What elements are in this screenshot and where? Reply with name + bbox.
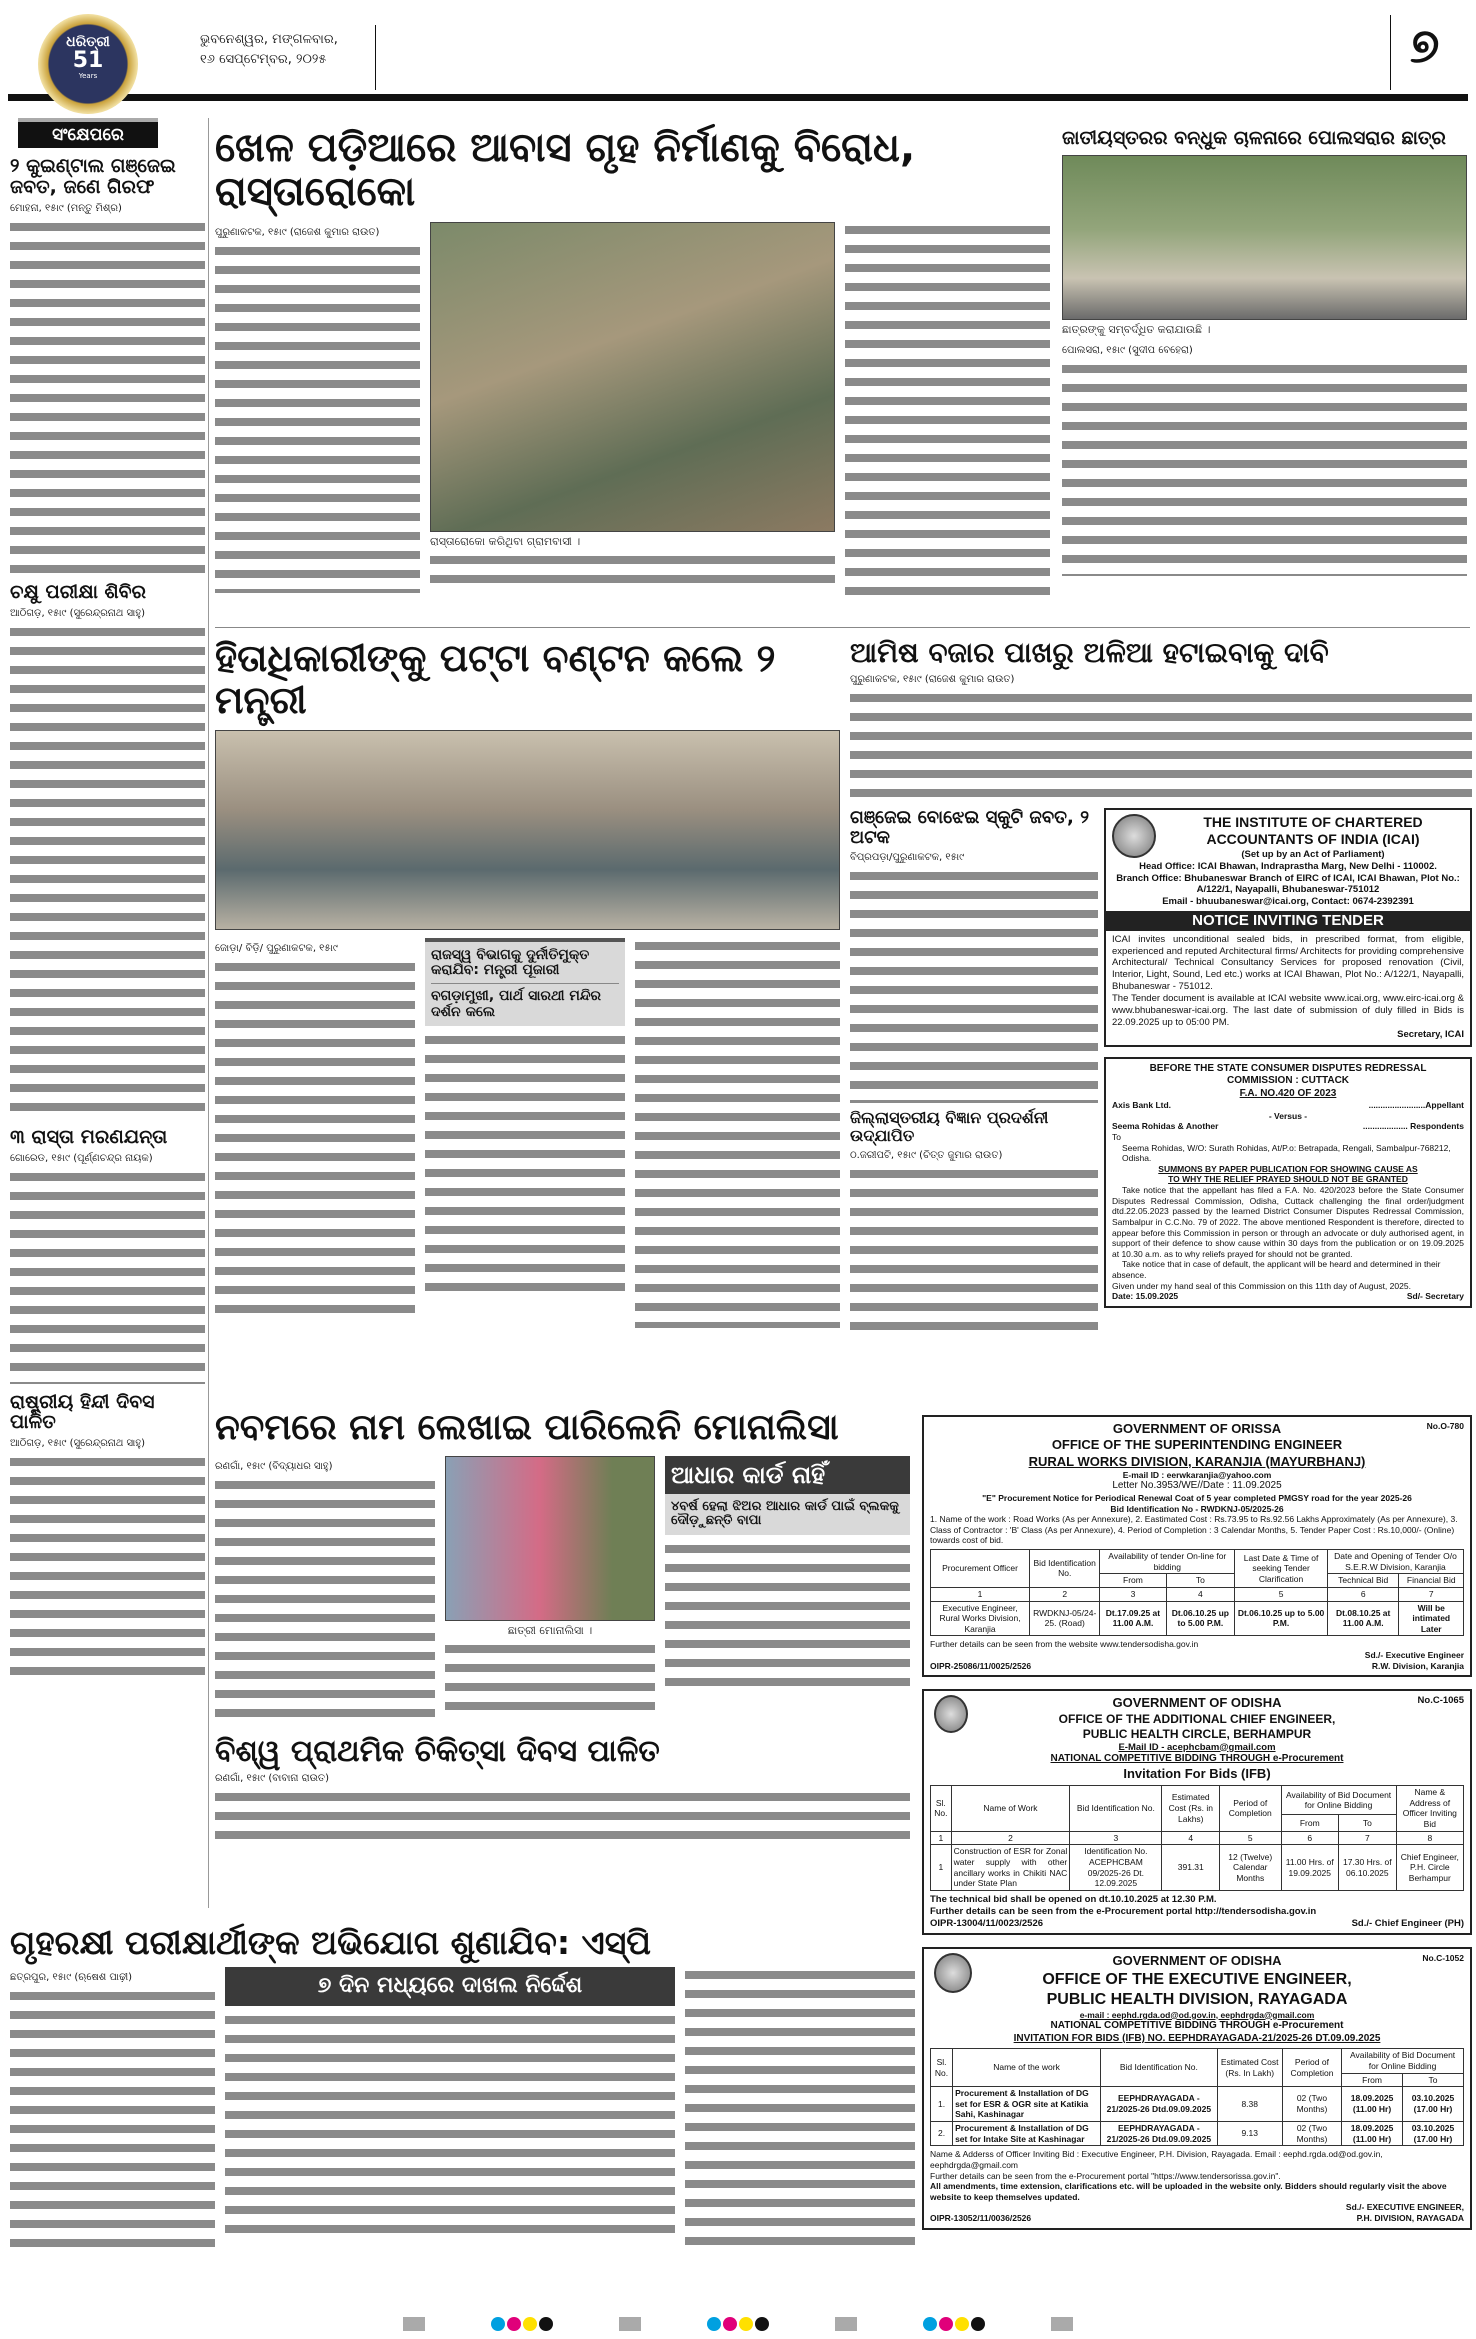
highlight-item: ରାଜସ୍ୱ ବିଭାଗକୁ ଦୁର୍ନୀତିମୁକ୍ତ କରାଯିବ: ମନ୍ତ୍ରୀ ପୂଜାରୀ xyxy=(431,948,619,985)
monalisa-photo-caption: ଛାତ୍ରୀ ମୋନାଲିସା । xyxy=(507,1623,593,1637)
cmyk-dots xyxy=(706,2316,770,2335)
monalisa-section xyxy=(215,1408,910,1849)
homeguard-body xyxy=(10,1988,215,2253)
monalisa-photo xyxy=(445,1456,655,1621)
icai-logo xyxy=(1112,814,1156,858)
shooting-story xyxy=(1062,128,1467,576)
lead-story xyxy=(215,126,1055,602)
shooting-photo xyxy=(1062,155,1467,320)
phd-table: Sl. No. Name of the work Bid Identification No. Estimated Cost (Rs. In Lakh) Period of Completion Availability of Bid Document for Online Bidding From To 1. Procurement & Installation of DG set for ESR & OGR site at Katikia Sahi, Kashinagar EEPHDRAYAGADA - 21/2025-26 Dtd.09.09.2025 8.38 02 (Two Months) 18.09.2025 (11.00 Hr) 03.10.2025 (17.00 Hr) 2. Procurement & Installation of DG set for Intake Site at Kashinagar EEPHDRAYAGADA - 21/2025-26 Dtd.09.09.2025 9.13 02 (Two Months) 18.09.2025 (11.00 Hr) 03.10.2025 (17.00 Hr) xyxy=(930,2048,1464,2146)
minister-headline: ହିତାଧିକାରୀଙ୍କୁ ପଟ୍ଟା ବଣ୍ଟନ କଲେ ୨ ମନ୍ତ୍ରୀ xyxy=(215,636,776,722)
market-dateline: ପୁରୁଣାକଟକ, ୧୫ା୯ (ରାଜେଶ କୁମାର ରାଉତ) xyxy=(850,673,1015,685)
science-body xyxy=(850,1166,1098,1336)
cmyk-dots xyxy=(922,2316,986,2335)
divider xyxy=(1390,15,1391,90)
rwd-table: Procurement Officer Bid Identification No. Availability of tender On-line for bidding Last Date & Time of seeking Tender Clarification Date and Opening of Tender O/o S.E.R.W Division, Karanjia From To Technical Bid Financial Bid 1 2 3 4 5 6 7 Executive Engineer, Rural Works Division, Karanjia RWDKNJ-05/24-25. (Road) Dt.17.09.25 at 11.00 A.M. Dt.06.10.25 up to 5.00 P.M. Dt.06.10.25 up to 5.00 P.M. Dt.08.10.25 at 11.00 A.M. Will be intimated Later xyxy=(930,1549,1464,1636)
shooting-body xyxy=(1062,361,1467,576)
minister-body xyxy=(635,938,840,1328)
brief-headline: ରାଷ୍ଟ୍ରୀୟ ହିନ୍ଦୀ ଦିବସ ପାଳିତ xyxy=(10,1390,155,1434)
highlight-item: ବଗଡ଼ାମୁଖୀ, ପାର୍ଥ ସାରଥୀ ମନ୍ଦିର ଦର୍ଶନ କଲେ xyxy=(431,988,602,1020)
brief-body xyxy=(10,219,205,574)
homeguard-dateline: ଛତ୍ରପୁର, ୧୫ା୯ (ଋଷେଶ ପାଢ଼ୀ) xyxy=(10,1972,133,1984)
homeguard-box: ୭ ଦିନ ମଧ୍ୟରେ ଦାଖଲ ନିର୍ଦ୍ଦେଶ xyxy=(225,1967,675,2005)
shooting-headline: ଜାତୀୟସ୍ତରର ବନ୍ଧୁକ ଚାଳନାରେ ପୋଲସରାର ଛାତ୍ର xyxy=(1062,127,1446,149)
lead-body xyxy=(215,243,420,593)
dateline: ଭୁବନେଶ୍ୱର, ମଙ୍ଗଳବାର, ୧୬ ସେପ୍ଟେମ୍ବର, ୨୦୨୫ xyxy=(200,32,338,67)
firstaid-dateline: ରଣଗାଁ, ୧୫ା୯ (ବାବାନା ରାଉତ) xyxy=(215,1772,329,1784)
lead-photo-caption: ରାସ୍ତାରୋକୋ କରିଥିବା ଗ୍ରାମବାସୀ । xyxy=(430,535,581,548)
homeguard-headline: ଗୃହରକ୍ଷୀ ପରୀକ୍ଷାର୍ଥୀଙ୍କ ଅଭିଯୋଗ ଶୁଣାଯିବ: ଏସ୍‌ପି xyxy=(10,1923,651,1962)
rwd-karanjia-tender: GOVERNMENT OF ORISSA OFFICE OF THE SUPERINTENDING ENGINEER RURAL WORKS DIVISION, KARANJIA (MAYURBHANJ) No.O-780 E-mail ID : eerwkaranjia@yahoo.com Letter No.3953/WE//Date : 11.09.2025 "E" Procurement Notice for Periodical Renewal Coat of 5 year completed PMGSY road for the year 2025-26 Bid Identification No - RWDKNJ-05/2025-26 1. Name of the work : Road Works (As per Annexure), 2. Eastimated Cost : Rs.73.95 to Rs.92.56 Lakhs Approximately (As per Annexure), 3. Class of Contractor : 'B' Class (As per Annexure), 4. Period of Completion : 3 Calendar Months, 5. Tender Paper Cost : Rs.10,000/- (Online) towards cost of bid. Procurement Officer Bid Identification No. Availability of tender On-line for bidding Last Date & Time of seeking Tender Clarification Date and Opening of Tender O/o S.E.R.W Division, Karanjia From To Technical Bid Financial Bid 1 2 3 4 5 6 7 Executive Engineer, Rural Works Division, Karanjia RWDKNJ-05/24-25. (Road) Dt.17.09.25 at 11.00 A.M. Dt.06.10.25 up to 5.00 P.M. Dt.06.10.25 up to 5.00 P.M. Dt.08.10.25 at 11.00 A.M. Will be intimated Later Further details can be seen from the website www.tendersodisha.gov.in OIPR-25086/11/0025/2526 Sd./- Executive Engineer R.W. Division, Karanjia xyxy=(922,1415,1472,1677)
tender-ads-column xyxy=(922,1415,1472,2230)
monalisa-body xyxy=(665,1541,910,1691)
lead-photo xyxy=(430,222,835,532)
market-headline: ଆମିଷ ବଜାର ପାଖରୁ ଅଳିଆ ହଟାଇବାକୁ ଦାବି xyxy=(850,636,1329,669)
minister-photo xyxy=(215,730,840,930)
brief-column xyxy=(10,118,205,1684)
firstaid-headline: ବିଶ୍ୱ ପ୍ରାଥମିକ ଚିକିତ୍ସା ଦିବସ ପାଳିତ xyxy=(215,1733,660,1769)
notice-number: No.O-780 xyxy=(1426,1421,1464,1431)
odisha-emblem xyxy=(934,1695,968,1733)
lead-body xyxy=(430,552,835,592)
logo: ଧରିତ୍ରୀ 51 Years xyxy=(38,14,138,114)
homeguard-story xyxy=(10,1925,915,2253)
tender-banner: NOTICE INVITING TENDER xyxy=(1106,911,1470,931)
scooty-body xyxy=(850,868,1098,1103)
firstaid-body xyxy=(215,1789,910,1849)
gray-block xyxy=(619,2317,641,2331)
brief-body xyxy=(10,1169,205,1384)
shooting-dateline: ପୋଲସରା, ୧୫ା୯ (ସୁଦୀପ ବେହେରା) xyxy=(1062,345,1193,357)
gray-block xyxy=(403,2317,425,2331)
phc-berhampur-tender: GOVERNMENT OF ODISHA OFFICE OF THE ADDITIONAL CHIEF ENGINEER, PUBLIC HEALTH CIRCLE, BERHAMPUR No.C-1065 E-Mail ID - acephcbam@gmail.com NATIONAL COMPETITIVE BIDDING THROUGH e-Procurement Invitation For Bids (IFB) Sl. No. Name of Work Bid Identification No. Estimated Cost (Rs. in Lakhs) Period of Completion Availability of Bid Document for Online Bidding Name & Address of Officer Inviting Bid From To 1 2 3 4 5 6 7 8 1 Construction of ESR for Zonal water supply with other ancillary works in Chikiti NAC under State Plan Identification No. ACEPHCBAM 09/2025-26 Dt. 12.09.2025 391.31 12 (Twelve) Calendar Months 11.00 Hrs. of 19.09.2025 17.30 Hrs. of 06.10.2025 Chief Engineer, P.H. Circle Berhampur The technical bid shall be opened on dt.10.10.2025 at 12.30 P.M. Further details can be seen from the e-Procurement portal http://tendersodisha.gov.in OIPR-13004/11/0023/2526 Sd./- Chief Engineer (PH) xyxy=(922,1689,1472,1935)
market-body xyxy=(850,690,1472,800)
gray-block xyxy=(1051,2317,1073,2331)
brief-dateline: ଆଠିଗଡ଼, ୧୫ା୯ (ସୁରେନ୍ଦ୍ରନାଥ ସାହୁ) xyxy=(10,1438,146,1450)
brief-body xyxy=(10,1454,205,1684)
brief-headline: ୩ ରାସ୍ତା ମରଣଯନ୍ତା xyxy=(10,1125,168,1148)
market-section xyxy=(850,638,1472,1336)
brief-body xyxy=(10,624,205,1119)
print-registration-strip xyxy=(0,2316,1476,2336)
notice-number: No.C-1065 xyxy=(1417,1695,1464,1707)
scooty-headline: ଗଞ୍ଜେଇ ବୋଝେଇ ସ୍କୁଟି ଜବତ, ୨ ଅଟକ xyxy=(850,806,1090,848)
icai-tender-ad: THE INSTITUTE OF CHARTERED ACCOUNTANTS OF INDIA (ICAI) (Set up by an Act of Parliament) Head Office: ICAI Bhawan, Indraprastha Marg, New Delhi - 110002. Branch Office: Bhubaneswar Branch of EIRC of ICAI, ICAI Bhawan, Plot No.: A/122/1, Nayapalli, Bhubaneswar-751012 Email - bhuubaneswar@icai.org, Contact: 0674-2392391 NOTICE INVITING TENDER ICAI invites unconditional sealed bids, in prescribed format, from eligible, experienced and reputed Architectural firms/ Architects for providing comprehensive Architectural/ Technical Consultancy Services for proposed renovation (Civil, Interior, Light, Sound, Led etc.) works at ICAI Bhawan, Plot No.: A/122/1, Nayapalli, Bhubaneswar - 751012. The Tender document is available at ICAI website www.icai.org, www.eirc-icai.org & www.bhubaneswar-icai.org. The last date of submission of duly filled in Bids is 22.09.2025 up to 05:00 PM. Secretary, ICAI xyxy=(1104,808,1472,1047)
brief-headline: ୨ କୁଇଣ୍ଟାଲ ଗଞ୍ଜେଇ ଜବତ, ଜଣେ ଗିରଫ xyxy=(10,155,176,198)
monalisa-headline: ନବମରେ ନାମ ଲେଖାଇ ପାରିଲେନି ମୋନାଲିସା xyxy=(215,1407,839,1448)
scooty-dateline: ବିପ୍ରପଡ଼ା/ପୁରୁଣାକଟକ, ୧୫ା୯ xyxy=(850,852,965,864)
lead-body xyxy=(845,222,1050,602)
column-divider xyxy=(208,118,209,1908)
phd-rayagada-tender: GOVERNMENT OF ODISHA OFFICE OF THE EXECUTIVE ENGINEER, PUBLIC HEALTH DIVISION, RAYAGADA No.C-1052 e-mail : eephd.rgda.od@od.gov.in, eephdrgda@gmail.com NATIONAL COMPETITIVE BIDDING THROUGH e-Procurement INVITATION FOR BIDS (IFB) NO. EEPHDRAYAGADA-21/2025-26 DT.09.09.2025 Sl. No. Name of the work Bid Identification No. Estimated Cost (Rs. In Lakh) Period of Completion Availability of Bid Document for Online Bidding From To 1. Procurement & Installation of DG set for ESR & OGR site at Katikia Sahi, Kashinagar EEPHDRAYAGADA - 21/2025-26 Dtd.09.09.2025 8.38 02 (Two Months) 18.09.2025 (11.00 Hr) 03.10.2025 (17.00 Hr) 2. Procurement & Installation of DG set for Intake Site at Kashinagar EEPHDRAYAGADA - 21/2025-26 Dtd.09.09.2025 9.13 02 (Two Months) 18.09.2025 (11.00 Hr) 03.10.2025 (17.00 Hr) Name & Adderss of Officer Inviting Bid : Executive Engineer, P.H. Division, Rayagada. Email : eephd.rgda.od@od.gov.in, eephdrgda@gmail.com Further details can be seen from the e-Procurement portal "https://www.tendersorissa.gov.in". All amendments, time extension, clarifications etc. will be uploaded in the website only. Bidders should regularly visit the above website to keep themselves updated. OIPR-13052/11/0036/2526 Sd./- EXECUTIVE ENGINEER, P.H. DIVISION, RAYAGADA xyxy=(922,1947,1472,2229)
monalisa-body xyxy=(215,1477,435,1727)
monalisa-dateline: ରଣଗାଁ, ୧୫ା୯ (ବିଦ୍ୟାଧର ସାହୁ) xyxy=(215,1460,333,1472)
section-label: ସଂକ୍ଷେପରେ xyxy=(18,118,158,148)
brief-dateline: ମୋହନା, ୧୫ା୯ (ମନ୍ତୁ ମିଶ୍ର) xyxy=(10,202,122,214)
minister-body xyxy=(425,1032,625,1292)
masthead xyxy=(0,0,1476,105)
monalisa-body xyxy=(445,1641,655,1716)
minister-highlight-box xyxy=(425,938,625,1027)
lead-headline: ଖେଳ ପଡ଼ିଆରେ ଆବାସ ଗୃହ ନିର୍ମାଣକୁ ବିରୋଧ, ରାସ୍ତାରୋକୋ xyxy=(215,125,916,215)
science-dateline: ଠ.ଜରୀପଟି, ୧୫ା୯ (ଚିତ୍ତ ଜୁମାର ରାଉତ) xyxy=(850,1149,1003,1161)
section-rule xyxy=(215,627,1470,628)
homeguard-body xyxy=(685,1967,915,2252)
consumer-commission-notice: BEFORE THE STATE CONSUMER DISPUTES REDRESSAL COMMISSION : CUTTACK F.A. NO.420 OF 2023 Axis Bank Ltd. ........................Appellant - Versus - Seema Rohidas & Another ................... Respondents To Seema Rohidas, W/O: Surath Rohidas, At/P.o: Betrapada, Rengali, Sambalpur-768212, Odisha. SUMMONS BY PAPER PUBLICATION FOR SHOWING CAUSE AS TO WHY THE RELIEF PRAYED SHOULD NOT BE GRANTED Take notice that the appellant has filed a F.A. No. 420/2023 before the State Consumer Disputes Redressal Commission, Odisha, Cuttack challenging the final order/judgment dtd.22.05.2023 passed by the learned District Consumer Disputes Redressal Commission, Sambalpur in C.C.No. 79 of 2022. The above mentioned Respondent is therefore, directed to appear before this Commission in person or through an advocate or duly authorised agent, in support of their defence to show cause within 30 days from the publication or on 19.09.2025 at 10.30 a.m. as to why reliefs prayed for should not be granted. Take notice that in case of default, the applicant will be heard and determined in their absence. Given under my hand seal of this Commission on this 11th day of August, 2025. Date: 15.09.2025 Sd/- Secretary xyxy=(1104,1057,1472,1308)
notice-number: No.C-1052 xyxy=(1422,1953,1464,1964)
homeguard-body xyxy=(225,2012,675,2237)
masthead-rule xyxy=(8,94,1468,101)
divider xyxy=(375,25,376,90)
cmyk-dots xyxy=(490,2316,554,2335)
shooting-photo-caption: ଛାତ୍ରଙ୍କୁ ସମ୍ବର୍ଦ୍ଧିତ କରାଯାଉଛି । xyxy=(1062,322,1211,336)
minister-dateline: ଜୋଡ଼ା/ ବିଡ଼ି/ ପୁରୁଣାକଟକ, ୧୫ା୯ xyxy=(215,942,338,954)
gray-block xyxy=(835,2317,857,2331)
minister-body xyxy=(215,959,415,1319)
brief-dateline: ଆଠିଗଡ଼, ୧୫ା୯ (ସୁରେନ୍ଦ୍ରନାଥ ସାହୁ) xyxy=(10,607,146,619)
brief-dateline: ଗୋରେଡ, ୧୫ା୯ (ପୂର୍ଣ୍ଣଚନ୍ଦ୍ର ନାୟକ) xyxy=(10,1152,153,1164)
lead-dateline: ପୁରୁଣାକଟକ, ୧୫ା୯ (ରାଜେଶ କୁମାର ରାଉତ) xyxy=(215,227,380,238)
phc-table: Sl. No. Name of Work Bid Identification No. Estimated Cost (Rs. in Lakhs) Period of Completion Availability of Bid Document for Online Bidding Name & Address of Officer Inviting Bid From To 1 2 3 4 5 6 7 8 1 Construction of ESR for Zonal water supply with other ancillary works in Chikiti NAC under State Plan Identification No. ACEPHCBAM 09/2025-26 Dt. 12.09.2025 391.31 12 (Twelve) Calendar Months 11.00 Hrs. of 19.09.2025 17.30 Hrs. of 06.10.2025 Chief Engineer, P.H. Circle Berhampur xyxy=(930,1785,1464,1891)
brief-headline: ଚକ୍ଷୁ ପରୀକ୍ଷା ଶିବିର xyxy=(10,580,147,603)
science-headline: ଜିଲ୍ଲାସ୍ତରୀୟ ବିଜ୍ଞାନ ପ୍ରଦର୍ଶନୀ ଉଦ୍‌ଯାପିତ xyxy=(850,1108,1049,1145)
page-number: ୭ xyxy=(1410,18,1440,74)
minister-story xyxy=(215,638,840,1328)
aadhaar-box: ଆଧାର କାର୍ଡ ନାହିଁ ୪ବର୍ଷ ହେଲା ଝିଅର ଆଧାର କାର୍ଡ ପାଇଁ ବ୍ଲକକୁ ଦୌଡ଼ୁଛନ୍ତି ବାପା xyxy=(665,1456,910,1535)
odisha-emblem xyxy=(934,1953,972,1993)
